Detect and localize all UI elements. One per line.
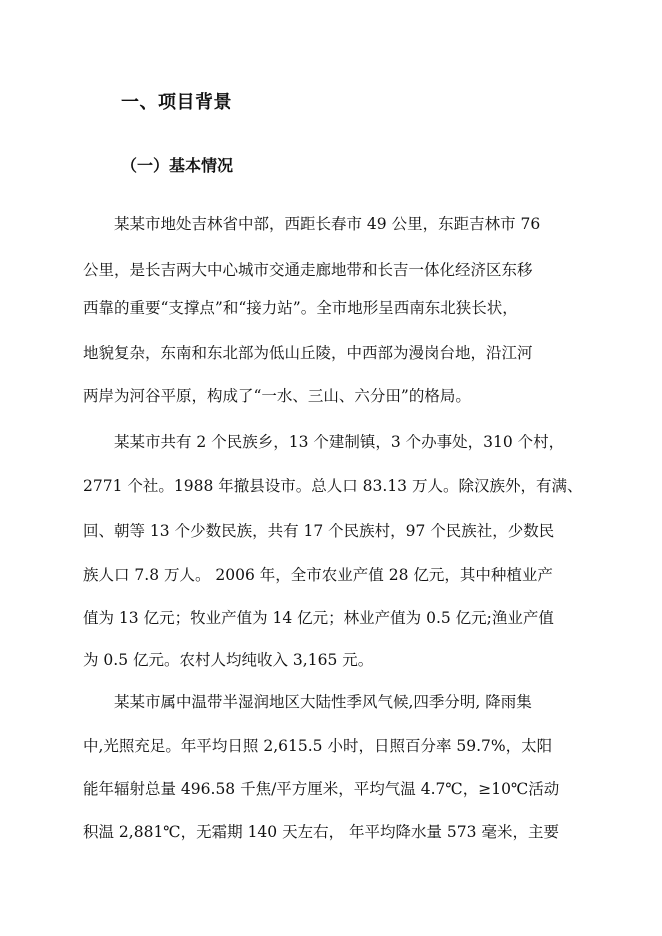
paragraph-3-line-1: 某某市属中温带半湿润地区大陆性季风气候,四季分明, 降雨集	[114, 693, 532, 711]
paragraph-3-line-3: 能年辐射总量 496.58 千焦/平方厘米，平均气温 4.7℃，≥10℃活动	[83, 780, 560, 798]
paragraph-3-line-4: 积温 2,881℃，无霜期 140 天左右， 年平均降水量 573 毫米，主要	[83, 823, 559, 841]
paragraph-3-line-2: 中,光照充足。年平均日照 2,615.5 小时，日照百分率 59.7%，太阳	[83, 737, 553, 755]
paragraph-1-line-5: 两岸为河谷平原，构成了“一水、三山、六分田”的格局。	[83, 387, 471, 405]
paragraph-2-line-4: 族人口 7.8 万人。 2006 年，全市农业产值 28 亿元，其中种植业产	[83, 566, 553, 584]
paragraph-1-line-2: 公里，是长吉两大中心城市交通走廊地带和长吉一体化经济区东移	[83, 261, 533, 279]
section-heading: 一、项目背景	[121, 92, 232, 113]
paragraph-2-line-6: 为 0.5 亿元。农村人均纯收入 3,165 元。	[83, 651, 374, 669]
paragraph-2-line-1: 某某市共有 2 个民族乡，13 个建制镇，3 个办事处，310 个村，	[114, 433, 565, 451]
paragraph-2-line-5: 值为 13 亿元；牧业产值为 14 亿元；林业产值为 0.5 亿元;渔业产值	[83, 609, 554, 627]
paragraph-1-line-1: 某某市地处吉林省中部，西距长春市 49 公里，东距吉林市 76	[114, 215, 541, 233]
subsection-heading: （一）基本情况	[121, 156, 234, 175]
paragraph-2-line-2: 2771 个社。1988 年撤县设市。总人口 83.13 万人。除汉族外，有满、	[83, 477, 583, 495]
paragraph-1-line-3: 西靠的重要“支撑点”和“接力站”。全市地形呈西南东北狭长状，	[83, 299, 518, 317]
paragraph-1-line-4: 地貌复杂，东南和东北部为低山丘陵，中西部为漫岗台地，沿江河	[83, 344, 533, 362]
paragraph-2-line-3: 回、朝等 13 个少数民族，共有 17 个民族村，97 个民族社，少数民	[83, 522, 555, 540]
